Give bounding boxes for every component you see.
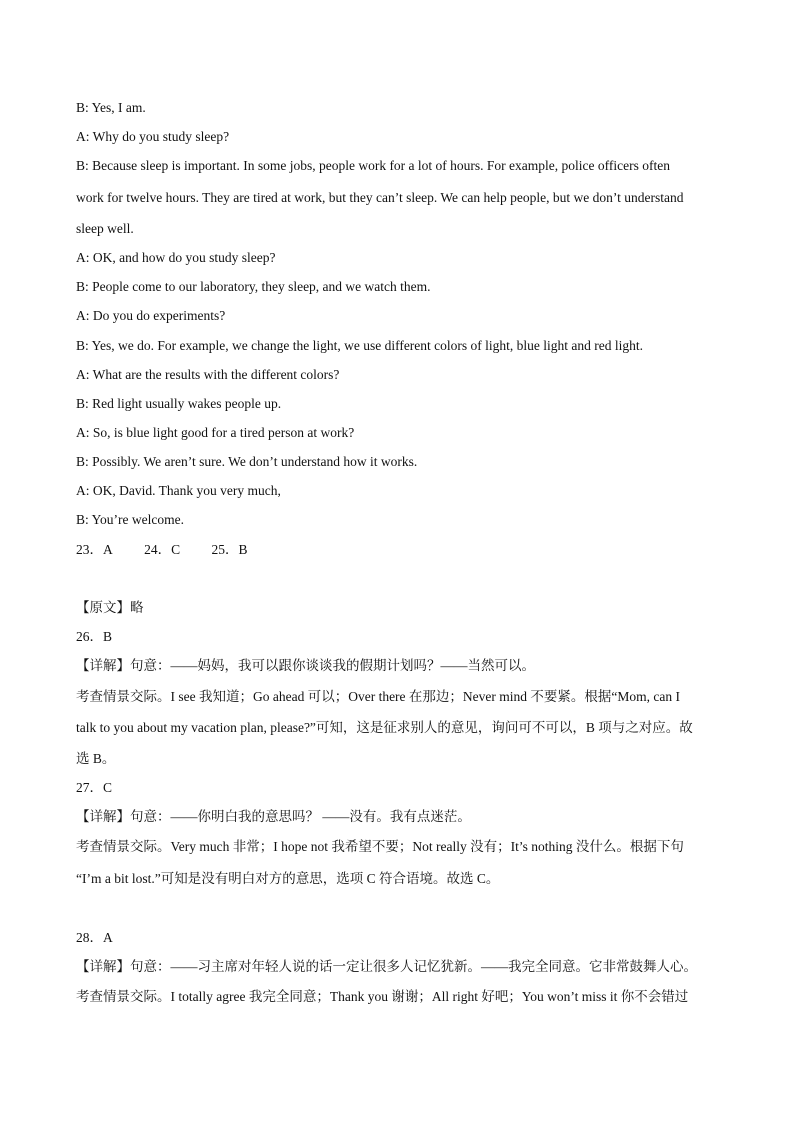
dialogue-line: B: Possibly. We aren’t sure. We don’t understand how it works. [76,454,418,469]
original-text-note: 【原文】略 [76,600,144,615]
dialogue-line: B: Red light usually wakes people up. [76,396,282,411]
answer-28: 28．A [76,930,113,945]
answer-24: 24．C [144,542,181,557]
answer-25: 25．B [211,542,248,557]
dialogue-line: A: OK, and how do you study sleep? [76,250,276,265]
explanation-line: 【详解】句意：——习主席对年轻人说的话一定让很多人记忆犹新。——我完全同意。它非常鼓舞人心。 [76,959,697,974]
dialogue-line: A: OK, David. Thank you very much, [76,483,281,498]
explanation-line: 考查情景交际。I totally agree 我完全同意；Thank you 谢谢；All right 好吧；You won’t miss it 你不会错过 [76,989,689,1004]
dialogue-line: B: Yes, we do. For example, we change the light, we use different colors of light, blue light and red light. [76,338,644,353]
dialogue-line: sleep well. [76,221,134,236]
dialogue-line: A: So, is blue light good for a tired person at work? [76,425,355,440]
explanation-line: 考查情景交际。I see 我知道；Go ahead 可以；Over there 在那边；Never mind 不要紧。根据“Mom, can I [76,689,681,704]
explanation-line: 【详解】句意：——你明白我的意思吗？ ——没有。我有点迷茫。 [76,809,471,824]
dialogue-line: A: Why do you study sleep? [76,129,230,144]
answer-27: 27．C [76,780,113,795]
dialogue-line: B: People come to our laboratory, they sleep, and we watch them. [76,279,431,294]
dialogue-line: B: Yes, I am. [76,100,146,115]
explanation-line: talk to you about my vacation plan, please?”可知，这是征求别人的意见，询问可不可以，B 项与之对应。故 [76,720,693,735]
answer-26: 26．B [76,629,113,644]
explanation-line: 选 B。 [76,751,116,766]
dialogue-line: work for twelve hours. They are tired at work, but they can’t sleep. We can help people, but we don’t understand [76,190,684,205]
dialogue-line: B: Because sleep is important. In some jobs, people work for a lot of hours. For example, police officers often [76,158,670,173]
dialogue-line: A: Do you do experiments? [76,308,226,323]
dialogue-line: B: You’re welcome. [76,512,184,527]
explanation-line: “I’m a bit lost.”可知是没有明白对方的意思，选项 C 符合语境。故选 C。 [76,871,500,886]
explanation-line: 【详解】句意：——妈妈，我可以跟你谈谈我的假期计划吗？——当然可以。 [76,658,535,673]
answers-23-25 [76,541,726,559]
dialogue-line: A: What are the results with the different colors? [76,367,340,382]
explanation-line: 考查情景交际。Very much 非常；I hope not 我希望不要；Not really 没有；It’s nothing 没什么。根据下句 [76,839,684,854]
answer-23: 23．A [76,542,113,557]
